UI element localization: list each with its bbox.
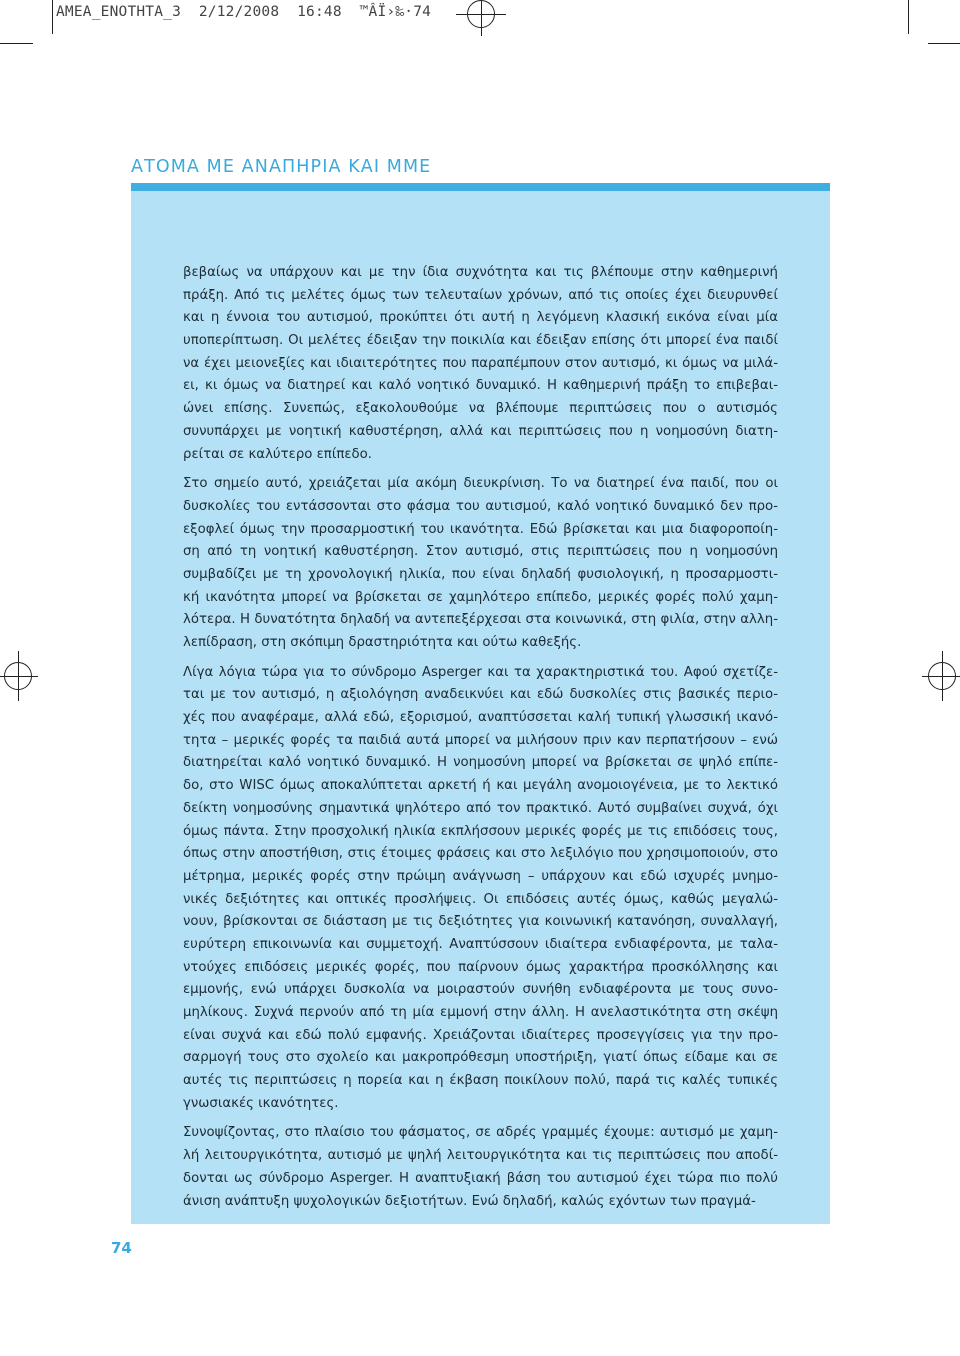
text-line: όπως στην αποστήθιση, στις έτοιμες φράσεις και στο λεξιλόγιο που χρησιμοποιούν, στο	[183, 846, 778, 862]
text-line: λή λειτουργικότητα, αυτισμό με ψηλή λειτουργικότητα και τις περιπτώσεις που αποδί-	[183, 1148, 778, 1164]
crop-mark-top-right	[928, 43, 960, 44]
paragraph	[183, 473, 778, 655]
text-line: Συνοψίζοντας, στο πλαίσιο του φάσματος, σε αδρές γραμμές έχουμε: αυτισμό με χαμη-	[183, 1125, 778, 1141]
text-line: δυσκολίες του εντάσσονται στο φάσμα του αυτισμού, καλό νοητικό δυναμικό δεν προ-	[183, 498, 778, 514]
page-number: 74	[111, 1239, 132, 1257]
text-line: βεβαίως να υπάρχουν και με την ίδια συχνότητα και τις βλέπουμε στην καθημερινή	[183, 265, 778, 280]
text-line: υποπερίπτωση. Οι μελέτες έδειξαν την ποικιλία και έδειξαν επίσης ότι μπορεί ένα παιδί	[183, 333, 778, 349]
text-line: ευρύτερη επικοινωνία και συμμετοχή. Αναπτύσσουν ιδιαίτερα ενδιαφέροντα, με ταλα-	[183, 936, 778, 952]
text-line: δο, στο WISC όμως αποκαλύπτεται αρκετή ή και μεγάλη ανομοιογένεια, με το λεκτικό	[183, 778, 778, 794]
crop-mark-top-left-v	[52, 0, 53, 34]
text-line: Στο σημείο αυτό, χρειάζεται μία ακόμη διευκρίνιση. Το να διατηρεί ένα παιδί, που οι	[183, 476, 778, 492]
crop-mark-top-left	[0, 43, 33, 44]
text-line: ση από τη νοητική καθυστέρηση. Στον αυτισμό, στις περιπτώσεις που η νοημοσύνη	[183, 544, 778, 560]
text-line: άνιση ανάπτυξη ψυχολογικών δεξιοτήτων. Ενώ δηλαδή, καλώς εχόντων των πραγμά-	[183, 1193, 756, 1209]
text-line: νικές δεξιότητες και οπτικές προσλήψεις. Οι επιδόσεις αυτές όμως, καθώς μεγαλώ-	[183, 891, 778, 907]
text-line: είναι συχνά και εδώ πολύ εμφανής. Χρειάζονται ιδιαίτερες προσεγγίσεις για την προ-	[183, 1027, 778, 1043]
paragraph-gap	[183, 1115, 778, 1122]
crop-mark-top-right-v	[908, 0, 909, 34]
text-line: εμμονής, ενώ υπάρχει δυσκολία να μοιραστούν συνήθη ενδιαφέροντα με τους συνο-	[183, 982, 778, 998]
text-line: μηλίκους. Συχνά περνούν από τη μία εμμονή στην άλλη. Η ανελαστικότητα στη σκέψη	[183, 1005, 778, 1020]
paragraph-gap	[183, 655, 778, 662]
body-text	[183, 262, 778, 1213]
text-line: συνυπάρχει με νοητική καθυστέρηση, αλλά και περιπτώσεις που η νοημοσύνη διατη-	[183, 423, 778, 439]
text-line: μέτρημα, μερικές φορές στην πρώιμη ανάγνωση – υπάρχουν και εδώ ισχυρές μνημο-	[183, 868, 778, 884]
paragraph	[183, 662, 778, 1116]
text-line: γνωσιακές ικανότητες.	[183, 1095, 339, 1111]
text-line: και η έννοια του αυτισμού, προκύπτει ότι αυτή η λεγόμενη κλασική εικόνα είναι μία	[183, 310, 778, 326]
text-line: συμβαδίζει με τη χρονολογική ηλικία, που είναι δηλαδή φυσιολογική, η προσαρμοστι-	[183, 566, 778, 582]
text-line: αυτές τις περιπτώσεις η πορεία και η έκβαση ποικίλουν πολύ, παρά τις καλές τυπικές	[183, 1073, 778, 1089]
text-line: χές που αναφέραμε, αλλά εδώ, εξορισμού, αναπτύσσεται καλή τυπική γλωσσική ικανό-	[183, 710, 778, 726]
text-line: διατηρείται καλό νοητικό δυναμικό. Η νοημοσύνη μπορεί να βρίσκεται σε ψηλό επίπε-	[183, 755, 778, 771]
section-title: ΑΤΟΜΑ ΜΕ ΑΝΑΠΗΡΙΑ ΚΑΙ ΜΜΕ	[131, 157, 432, 177]
paragraph	[183, 1122, 778, 1213]
text-line: κή ικανότητα μπορεί να βρίσκεται σε χαμηλότερο επίπεδο, μερικές φορές πολύ χαμη-	[183, 589, 778, 605]
text-line: ει, κι όμως να διατηρεί και καλό νοητικό δυναμικό. Η καθημερινή πράξη το επιβεβαι-	[183, 378, 778, 394]
text-line: πράξη. Από τις μελέτες όμως των τελευταίων χρόνων, από τις οποίες έχει διευρυνθεί	[183, 287, 778, 303]
text-line: λεπίδραση, στη σκόπιμη δραστηριότητα και ούτω καθεξής.	[183, 635, 582, 650]
paragraph	[183, 262, 778, 466]
text-line: λότερα. Η δυνατότητα δηλαδή να αντεπεξέρχεσαι στα κοινωνικά, στη φιλία, στην αλλη-	[183, 612, 778, 628]
text-line: ται με τον αυτισμό, η αξιολόγηση αναδεικνύει και εδώ δυσκολίες στις βασικές περιο-	[183, 687, 778, 703]
print-slug: AMEA_ENOTHTA_3 2/12/2008 16:48 ™ÂÏ›‰·74	[56, 4, 432, 20]
text-line: δείκτη νοημοσύνης σημαντικά ψηλότερο από τον πρακτικό. Αυτό συμβαίνει συχνά, όχι	[183, 800, 778, 816]
text-line: όμως πάντα. Στην προσχολική ηλικία εκπλήσσουν μερικές φορές με τις επιδόσεις τους,	[183, 823, 778, 839]
text-line: Λίγα λόγια τώρα για το σύνδρομο Asperger και τα χαρακτηριστικά του. Αφού σχετίζε-	[183, 664, 778, 680]
text-line: σαρμογή τους στο σχολείο και μακροπρόθεσμη υποστήριξη, γιατί όπως είδαμε και σε	[183, 1050, 778, 1066]
paragraph-gap	[183, 466, 778, 473]
text-line: νουν, βρίσκονται σε διάσταση με τις δεξιότητες για κοινωνική κατανόηση, συναλλαγή,	[183, 914, 778, 930]
text-line: ντούχες επιδόσεις μερικές φορές, που παίρνουν όμως χαρακτήρα προσκόλλησης και	[183, 959, 778, 975]
text-line: δονται ως σύνδρομο Asperger. Η αναπτυξιακή βάση του αυτισμού έχει τώρα πιο πολύ	[183, 1170, 778, 1186]
text-line: τητα – μερικές φορές τα παιδιά αυτά μπορεί να μιλήσουν πριν καν περπατήσουν – ενώ	[183, 732, 778, 748]
text-line: εξοφλεί όμως την προσαρμοστική του ικανότητα. Εδώ βρίσκεται και μια διαφοροποίη-	[183, 521, 778, 537]
header-rule	[131, 183, 830, 191]
text-line: να έχει μειονεξίες και ιδιαιτερότητες που παραπέμπουν στον αυτισμό, κι όμως να μιλά-	[183, 355, 778, 371]
text-line: ρείται σε καλύτερο επίπεδο.	[183, 446, 373, 462]
text-line: ώνει επίσης. Συνεπώς, εξακολουθούμε να βλέπουμε περιπτώσεις που ο αυτισμός	[183, 401, 778, 417]
